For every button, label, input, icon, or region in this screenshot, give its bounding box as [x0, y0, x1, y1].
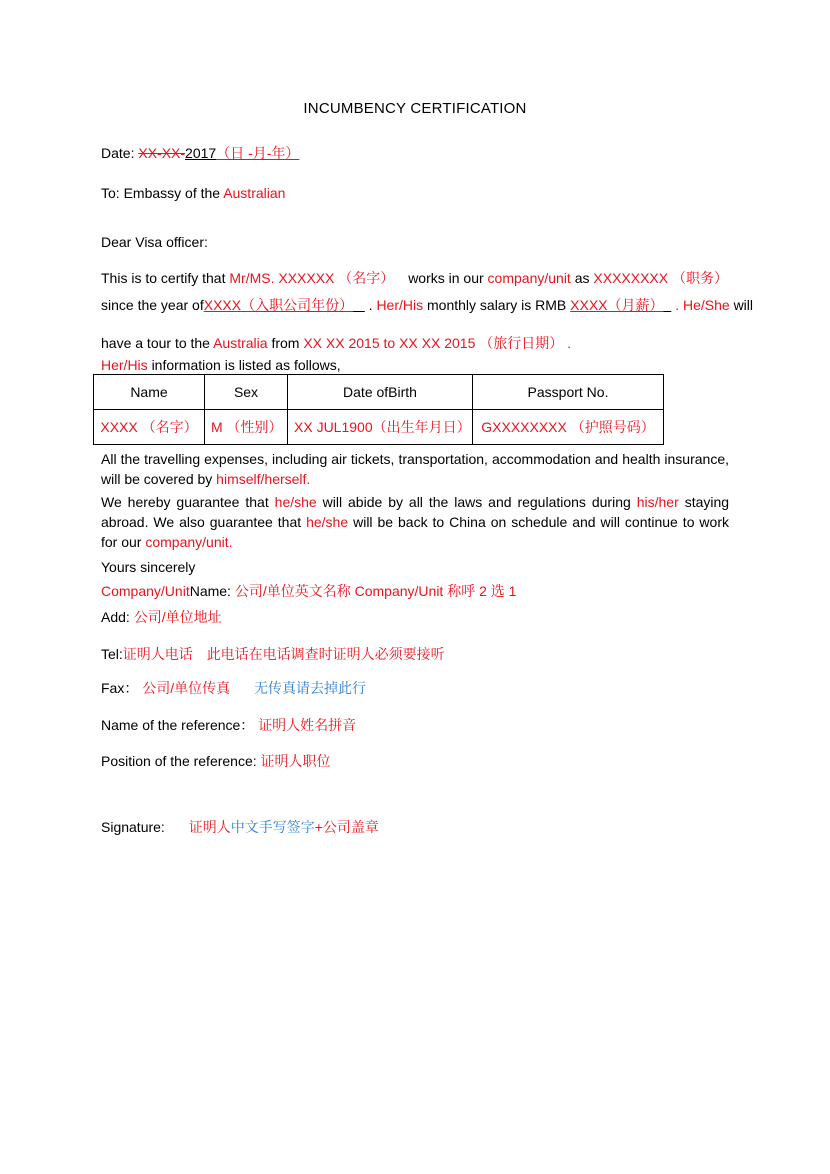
signature-label: Signature:: [101, 819, 165, 835]
date-format-hint: （日 -月-年）: [216, 145, 300, 161]
para1-line4: [101, 356, 341, 374]
pronoun: he/she: [274, 494, 317, 510]
signature-line: [101, 818, 379, 836]
para1-text: have a tour to the: [101, 335, 210, 351]
para1-line2: [101, 296, 753, 314]
greeting: Dear Visa officer:: [101, 234, 208, 250]
para1-text: from: [271, 335, 300, 351]
para1-text: works in our: [408, 270, 484, 286]
salary: XXXX（月薪）: [570, 297, 664, 313]
paragraph-text: We hereby guarantee that: [101, 494, 269, 510]
address-value: 公司/单位地址: [133, 609, 222, 625]
pronoun: his/her: [636, 494, 679, 510]
table-header-cell: Passport No.: [473, 375, 664, 410]
pronoun: Her/His: [101, 357, 148, 373]
signature-value: 证明人: [188, 819, 231, 835]
para1-line3: [101, 334, 571, 352]
date-placeholder: XX-XX-: [138, 145, 186, 161]
company-label-red: Company/Unit: [101, 583, 190, 599]
travel-dates: XX XX 2015 to XX XX 2015 （旅行日期）: [303, 335, 564, 351]
table-cell: GXXXXXXXX （护照号码）: [473, 410, 664, 445]
para1-text: monthly salary is RMB: [427, 297, 567, 313]
paragraph-text: will be back to China on schedule and will continue to work for our: [101, 514, 729, 550]
fax-line: [101, 679, 366, 697]
para1-text: .: [567, 335, 572, 351]
table-header-cell: Name: [94, 375, 205, 410]
join-year: XXXX（入职公司年份）: [203, 297, 354, 313]
addressee-label: To: Embassy of the: [101, 185, 221, 201]
company-label: Name:: [189, 583, 231, 599]
reference-position-label: Position of the reference:: [101, 753, 257, 769]
tel-value: 证明人电话: [122, 646, 193, 662]
pronoun: he/she: [306, 514, 349, 530]
document-title: INCUMBENCY CERTIFICATION: [303, 100, 527, 117]
date-year: 2017: [185, 145, 217, 161]
addressee-line: [101, 184, 285, 202]
fax-note: 无传真请去掉此行: [254, 680, 367, 696]
tel-label: Tel:: [101, 646, 123, 662]
reference-position-line: [101, 752, 331, 770]
signature-value: 中文手写签字: [230, 819, 315, 835]
reference-name-line: [101, 716, 356, 734]
date-line: [101, 144, 299, 162]
applicant-info-table: [93, 374, 664, 445]
para1-text: as: [574, 270, 590, 286]
para1-text: This is to certify that: [101, 270, 226, 286]
tel-note: 此电话在电话调查时证明人必须要接听: [206, 646, 445, 662]
table-header-cell: Date ofBirth: [288, 375, 473, 410]
pronoun: He/She: [682, 297, 730, 313]
para1-text: information is listed as follows,: [151, 357, 341, 373]
table-cell: M （性别）: [205, 410, 288, 445]
company-placeholder: company/unit.: [145, 534, 233, 550]
company-name-line: [101, 582, 516, 600]
reference-name-value: 证明人姓名拼音: [258, 717, 357, 733]
table-header-row: [94, 375, 664, 410]
paragraph-text: will abide by all the laws and regulations during: [322, 494, 631, 510]
pronoun: Her/His: [376, 297, 424, 313]
para1-text: .: [368, 297, 373, 313]
para1-text: will: [733, 297, 754, 313]
closing: Yours sincerely: [101, 559, 196, 575]
company-placeholder: company/unit: [487, 270, 571, 286]
company-name-alt: Company/Unit 称呼 2 选 1: [354, 583, 517, 599]
paragraph-text: staying abroad. We also guarantee that: [101, 494, 730, 530]
reference-position-value: 证明人职位: [260, 753, 331, 769]
table-row: [94, 410, 664, 445]
company-name-value: 公司/单位英文名称: [234, 583, 351, 599]
addressee-country: Australian: [223, 185, 286, 201]
address-line: [101, 608, 222, 626]
expense-payer: himself/herself.: [216, 471, 311, 487]
destination: Australia: [213, 335, 268, 351]
para1-text: .: [675, 297, 680, 313]
table-header-cell: Sex: [205, 375, 288, 410]
tel-line: [101, 645, 445, 663]
table-cell: XX JUL1900（出生年月日）: [288, 410, 473, 445]
guarantee-paragraph: [101, 492, 729, 552]
applicant-position: XXXXXXXX （职务）: [593, 270, 728, 286]
paragraph-text: All the travelling expenses, including air tickets, transportation, accommodation and health insurance, will be covered by: [101, 451, 729, 487]
applicant-name: Mr/MS. XXXXXX （名字）: [229, 270, 395, 286]
date-label: Date:: [101, 145, 135, 161]
reference-name-label: Name of the reference：: [101, 717, 255, 733]
fax-value: 公司/单位传真: [142, 680, 231, 696]
signature-value: +公司盖章: [314, 819, 379, 835]
expenses-paragraph: [101, 449, 729, 489]
table-cell: XXXX （名字）: [94, 410, 205, 445]
fax-label: Fax：: [101, 680, 139, 696]
address-label: Add:: [101, 609, 130, 625]
para1-line1: [101, 269, 728, 287]
para1-text: since the year of: [101, 297, 204, 313]
